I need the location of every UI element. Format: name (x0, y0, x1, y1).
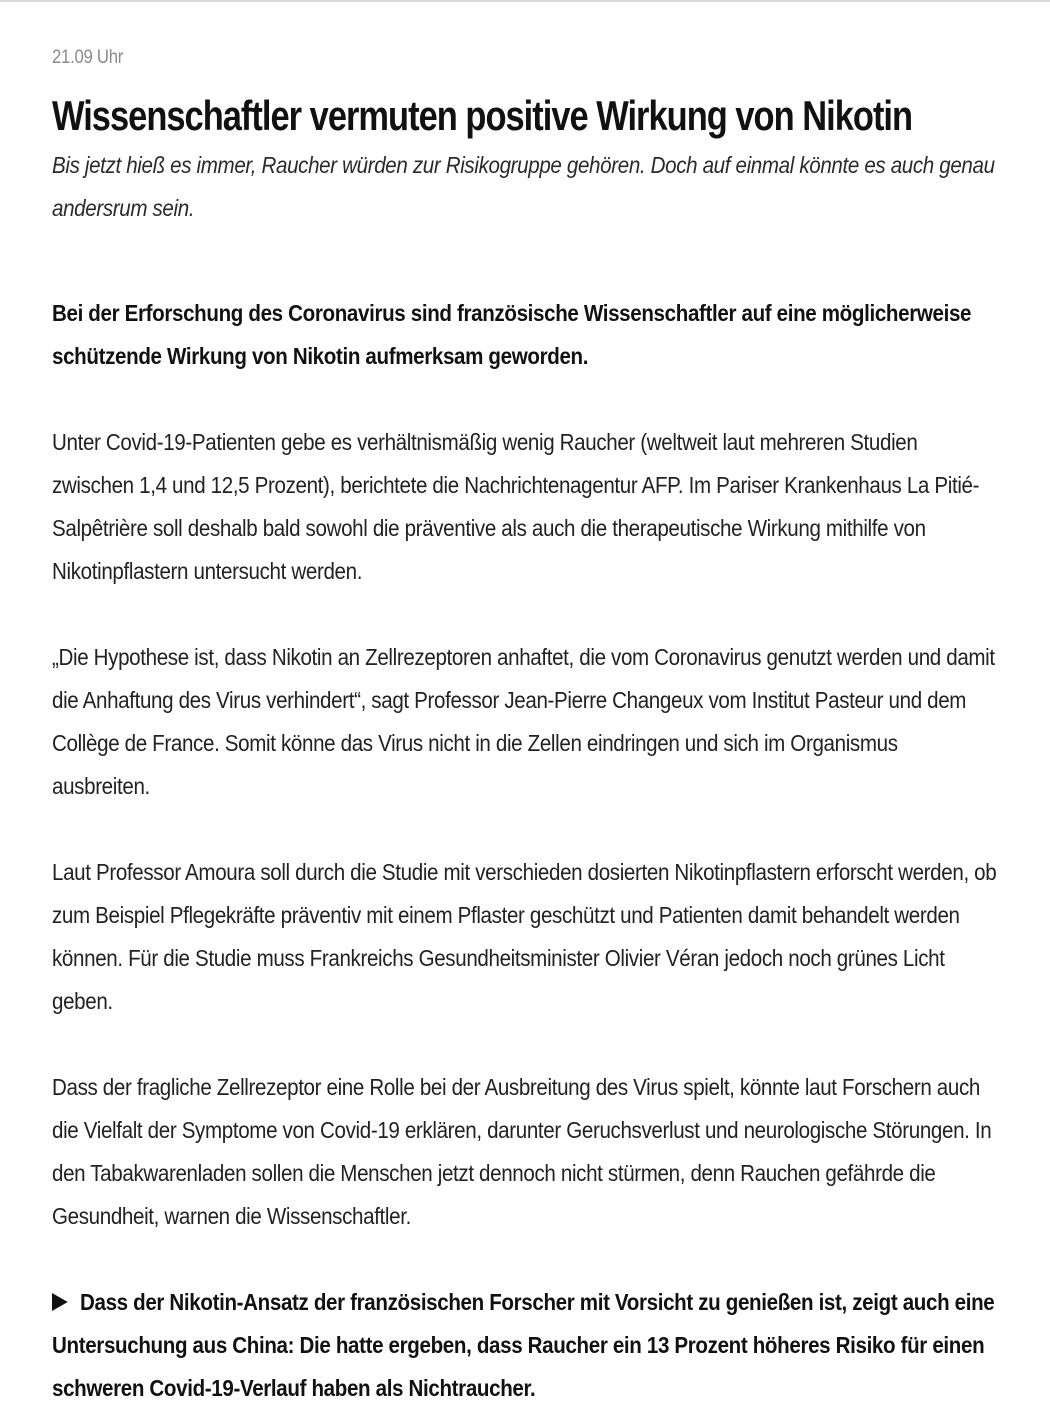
article-lead: Bei der Erforschung des Coronavirus sind französische Wissenschaftler auf eine möglicherweise schützende Wirkung von Nikotin aufmerksam geworden. (52, 300, 972, 369)
triangle-right-icon (52, 1293, 68, 1311)
article-paragraph: Unter Covid-19-Patienten gebe es verhältnismäßig wenig Raucher (weltweit laut mehreren Studien zwischen 1,4 und 12,5 Prozent), berichtete die Nachrichtenagentur AFP. Im Pariser Krankenhaus La Pitié-Salpêtrière soll deshalb bald sowohl die präventive als auch die therapeutische Wirkung mithilfe von Nikotinpflastern untersucht werden. (52, 429, 980, 584)
article-headline: Wissenschaftler vermuten positive Wirkung von Nikotin (52, 92, 913, 139)
article-closing-note (52, 1281, 997, 1410)
article-paragraph: Dass der fragliche Zellrezeptor eine Rolle bei der Ausbreitung des Virus spielt, könnte laut Forschern auch die Vielfalt der Symptome von Covid-19 erklären, darunter Geruchsverlust und neurologische Störungen. In den Tabakwarenladen sollen die Menschen jetzt dennoch nicht stürmen, denn Rauchen gefährde die Gesundheit, warnen die Wissenschaftler. (52, 1074, 992, 1229)
article-paragraph: „Die Hypothese ist, dass Nikotin an Zellrezeptoren anhaftet, die vom Coronavirus genutzt werden und damit die Anhaftung des Virus verhindert“, sagt Professor Jean-Pierre Changeux vom Institut Pasteur und dem Collège de France. Somit könne das Virus nicht in die Zellen eindringen und sich im Organismus ausbreiten. (52, 644, 995, 799)
article (52, 44, 1002, 1410)
top-divider (0, 0, 1050, 2)
article-paragraph: Laut Professor Amoura soll durch die Studie mit verschieden dosierten Nikotinpflastern erforscht werden, ob zum Beispiel Pflegekräfte präventiv mit einem Pflaster geschützt und Patienten damit behandelt werden können. Für die Studie muss Frankreichs Gesundheitsminister Olivier Véran jedoch noch grünes Licht geben. (52, 859, 997, 1014)
article-timestamp: 21.09 Uhr (52, 47, 124, 68)
article-teaser: Bis jetzt hieß es immer, Raucher würden zur Risikogruppe gehören. Doch auf einmal könnte es auch genau andersrum sein. (52, 152, 995, 221)
closing-text: Dass der Nikotin-Ansatz der französischen Forscher mit Vorsicht zu genießen ist, zeigt auch eine Untersuchung aus China: Die hatte ergeben, dass Raucher ein 13 Prozent höheres Risiko für einen schweren Covid-19-Verlauf haben als Nichtraucher. (52, 1289, 995, 1401)
